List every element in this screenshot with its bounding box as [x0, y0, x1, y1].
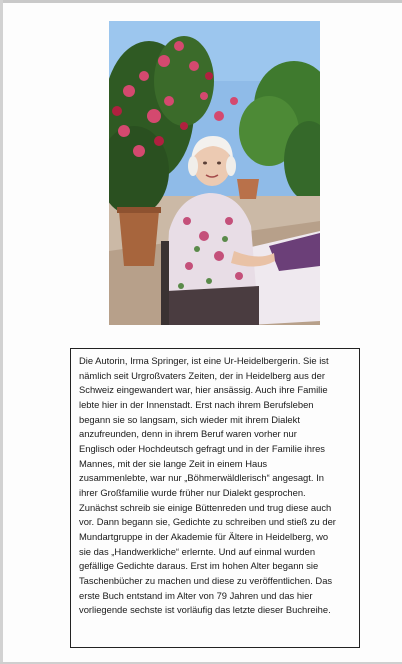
bio-line: begann sie so langsam, sich wieder mit ihrem Dialekt [79, 413, 300, 425]
bio-line: Die Autorin, Irma Springer, ist eine Ur-Heidelbergerin. Sie ist [79, 355, 329, 366]
bio-line: Mundartgruppe in der Akademie für Ältere in Heidelberg, wo [79, 530, 329, 542]
author-photo [109, 21, 320, 325]
bio-line: nämlich seit Urgroßvaters Zeiten, der in Heidelberg aus der [79, 369, 325, 381]
bio-line: anzufreunden, denn in ihrem Beruf waren vorher nur [79, 428, 297, 440]
bio-line: ihrer Großfamilie wurde früher nur Dialekt gesprochen. [79, 486, 306, 498]
bio-line: gefällige Gedichte daraus. Erst im hohen Alter begann sie [79, 560, 319, 572]
bio-line: erste Buch entstand im Alter von 79 Jahren und das hier [79, 589, 313, 601]
bio-line: lebte hier in der Innenstadt. Erst nach ihrem Berufsleben [79, 398, 314, 410]
bio-line: Mannes, mit der sie lange Zeit in einem Haus [79, 457, 268, 469]
bio-line: sie das „Handwerkliche“ erlernte. Und auf einmal wurden [79, 545, 316, 557]
bio-line: vorliegende sechste ist vorläufig das letzte dieser Buchreihe. [79, 604, 331, 616]
bio-line: vor. Dann begann sie, Gedichte zu schreiben und stieß zu der [79, 516, 336, 528]
page-edge-left [0, 0, 3, 664]
bio-line: Taschenbücher zu machen und diese zu veröffentlichen. Das [79, 574, 333, 586]
bio-line: Zunächst schreib sie einige Büttenreden und trug diese auch [79, 501, 332, 513]
page-edge-top [0, 0, 402, 3]
photo-author-icon [109, 21, 320, 325]
bio-line: Schweiz eingewandert war, hier ansässig. Auch ihre Familie [79, 384, 328, 396]
author-bio [79, 354, 352, 618]
author-bio-box [70, 348, 360, 648]
bio-line: Englisch oder Hochdeutsch gefragt und in der Familie ihres [79, 442, 325, 454]
bio-line: zusammenlebte, war nur „Böhmerwäldlerisch“ angesagt. In [79, 472, 324, 484]
